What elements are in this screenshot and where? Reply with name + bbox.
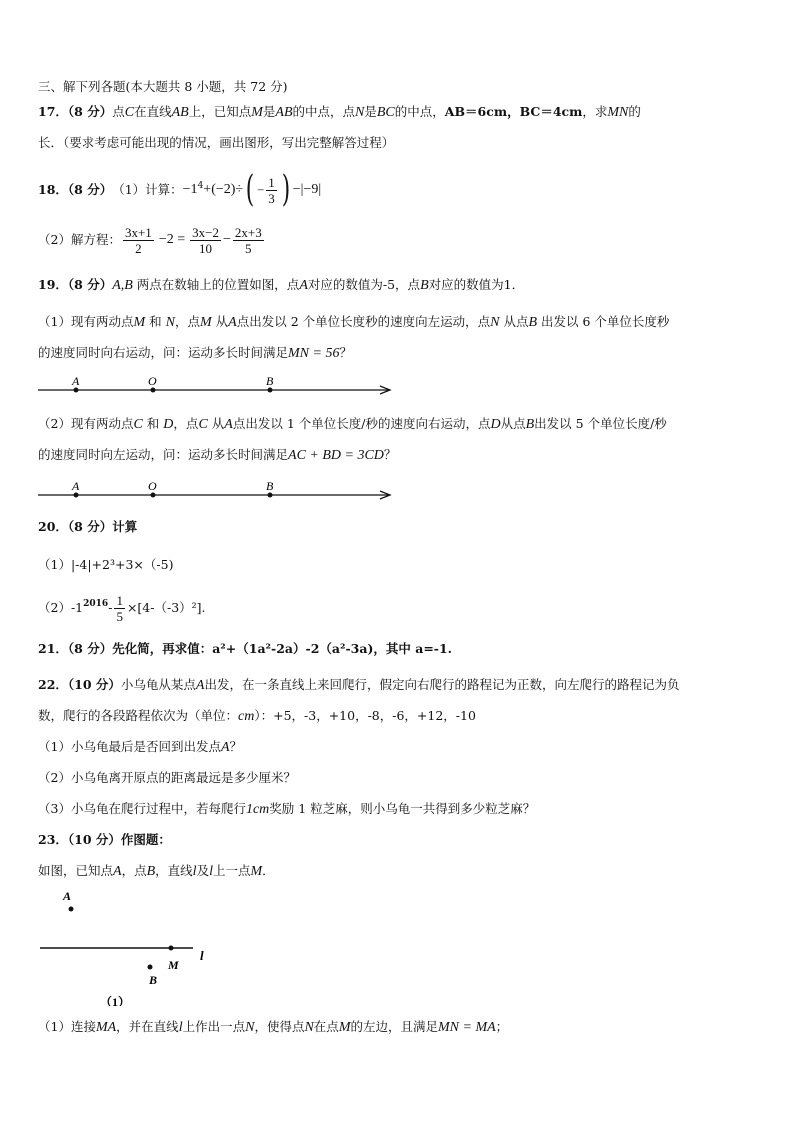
text: 和 [146,416,160,431]
var-N: N [490,315,500,330]
var-B: B [525,417,535,432]
text: 从 [211,416,225,431]
text: 出发以 6 个单位长度秒 [541,314,670,329]
text: （1）连接 [38,1019,96,1034]
point-B [148,965,153,970]
var-M: M [133,315,146,330]
var-AB: A,B [112,278,133,293]
fig-caption: （1） [100,995,131,1006]
label-M: M [168,958,179,972]
given-values: AB＝6cm，BC＝4cm [444,104,583,119]
condition: MN = MA [438,1020,496,1035]
var-B: B [528,315,538,330]
eq-mid: −2 = [158,232,186,247]
var-N: N [304,1020,314,1035]
fraction [190,225,221,256]
q18-part2-label: （2）解方程： [38,232,121,247]
label-O: O [148,374,157,388]
expr-b: +(−2)÷ [203,182,244,197]
text: 在点 [313,1019,339,1034]
var-B: B [146,864,156,879]
point-O [151,388,156,393]
text: ）：+5，-3，+10，-8，-6，+12，-10 [254,708,476,723]
exponent: 4 [197,181,204,191]
var-C: C [198,417,208,432]
label-B: B [266,479,274,493]
q20-title: 20．（8 分）计算 [38,519,138,534]
point-A [74,493,79,498]
var-MN: MN [607,105,629,120]
text: ，使得点 [254,1019,305,1034]
q19-intro [38,277,524,294]
text: 的速度同时向右运动，问：运动多长时间满足 [38,345,289,360]
text: ？ [339,345,352,360]
fraction [266,175,277,206]
text: ，点 [173,416,199,431]
text: ？ [229,739,243,754]
q22-part3 [38,801,535,818]
q21-line [38,641,452,657]
fraction [123,225,154,256]
q17-line1 [38,104,641,121]
var-M: M [199,315,212,330]
text: 从 [215,314,229,329]
denominator: 10 [199,240,213,256]
var-A: A [224,417,233,432]
label-A: A [72,374,80,388]
condition: AC + BD = 3CD [288,448,384,463]
var-A: A [220,740,230,755]
unit: 1cm [245,802,270,817]
var-AB: AB [171,105,189,120]
text: 的速度同时向左运动，问：运动多长时间满足 [38,447,289,462]
q18-part1-label: （1）计算： [112,182,183,197]
label-l: l [200,948,204,963]
text: 上一点 [212,863,251,878]
text: ，并在直线 [116,1019,179,1034]
text: ，点 [121,863,147,878]
point-B [268,388,273,393]
var-l: l [178,1020,183,1035]
text: 是 [364,104,377,119]
text: 小乌龟从某点 [120,677,196,692]
point-A [74,388,79,393]
eq-minus: − [222,232,231,247]
text: 从点 [503,314,529,329]
text: （2）-1 [38,600,84,615]
q22-number: 22．（10 分） [38,677,121,692]
number-line-1 [38,374,398,402]
frac-sign: − [257,183,265,197]
var-BC: BC [376,105,395,120]
var-A: A [228,315,237,330]
q20-part2 [38,590,206,626]
fraction [233,225,264,256]
q19-p2-line2 [38,447,396,464]
text: 点出发以 2 个单位长度秒的速度向左运动，点 [236,314,491,329]
text: ，求 [582,104,608,119]
q22-line2 [38,708,476,725]
numerator: 3x−2 [192,224,219,240]
q23-intro [38,863,275,880]
text: 的 [628,104,641,119]
text: ，直线 [155,863,193,878]
text: （2）现有两动点 [38,416,134,431]
point-M [169,946,174,951]
var-A: A [113,864,122,879]
text: 对应的数值为1． [428,277,525,292]
q18-part1 [38,169,322,210]
text: 点出发以 1 个单位长度/秒的速度向右运动，点 [232,416,491,431]
numerator: 1 [268,174,275,190]
text: ？ [383,447,397,462]
text: 上作出一点 [182,1019,246,1034]
var-D: D [163,417,174,432]
q21-expr: a²+（1a²-2a）-2（a²-3a)，其中 a=-1. [212,641,453,656]
text: ； [495,1019,509,1034]
text: ，点 [174,314,200,329]
point-B [268,493,273,498]
text: 及 [196,863,210,878]
q19-p2-line1 [38,416,667,433]
text: 的中点， [394,104,445,119]
text: 数，爬行的各段路程依次为（单位： [38,708,239,723]
text: 奖励 1 粒芝麻，则小乌龟一共得到多少粒芝麻？ [269,801,536,816]
label-A: A [72,479,80,493]
numerator: 2x+3 [234,224,262,240]
q18-number: 18．（8 分） [38,182,113,197]
text: 如图，已知点 [38,863,114,878]
label-B: B [266,374,274,388]
expr-c: −|−9| [292,182,322,197]
var-N: N [245,1020,255,1035]
text: （1）现有两动点 [38,314,134,329]
text: 点 [112,104,125,119]
text: 是 [262,104,276,119]
section-header: 三、解下列各题(本大题共 8 小题，共 72 分) [38,79,288,94]
left-paren: ( [245,169,255,210]
q20-part1: （1）|-4|+2³+3×（-5) [38,557,174,572]
text: 从点 [500,416,526,431]
var-A: A [195,678,205,693]
q23-title: 23．（10 分）作图题： [38,832,171,847]
point-A [69,907,74,912]
var-MA: MA [95,1020,117,1035]
point-O [151,493,156,498]
denominator: 5 [245,240,252,256]
var-l: l [192,864,197,879]
var-M: M [338,1020,351,1035]
text: 两点在数轴上的位置如图，点 [136,277,300,292]
text: ． [262,863,275,878]
text: 的中点，点 [292,104,356,119]
text: （3）小乌龟在爬行过程中，若每爬行 [38,801,246,816]
var-C: C [124,105,135,120]
numerator: 3x+1 [124,224,152,240]
right-paren: ) [281,169,290,210]
var-A: A [299,278,308,293]
text: 在直线 [134,104,172,119]
fraction [114,593,125,624]
q18-part2 [38,222,266,258]
q23-figure [38,886,238,1006]
numerator: 1 [116,592,123,608]
q23-part1 [38,1019,508,1036]
var-l: l [209,864,213,879]
q19-p1-line1 [38,314,669,331]
var-N: N [355,105,365,120]
q17-number: 17．（8 分） [38,104,113,119]
expr-a: −1 [182,182,198,197]
text: 出发以 5 个单位长度/秒 [534,416,667,431]
condition: MN = 56 [288,346,340,361]
denominator: 5 [116,608,123,624]
var-C: C [133,417,143,432]
q22-line1 [38,677,680,694]
denominator: 2 [135,240,142,256]
exponent: 2016 [83,599,109,609]
var-B: B [420,278,429,293]
var-M: M [250,864,263,879]
q22-part2: （2）小乌龟离开原点的距离最远是多少厘米？ [38,770,296,785]
label-A: A [63,889,72,903]
var-N: N [165,315,175,330]
label-O: O [148,479,157,493]
text: ×[4-（-3）²]. [126,600,206,615]
text: 出发，在一条直线上来回爬行，假定向右爬行的路程记为正数，向左爬行的路程记为负 [204,677,680,692]
text: 对应的数值为-5，点 [307,277,421,292]
text: 和 [149,314,162,329]
text: - [108,600,113,615]
var-M: M [251,105,263,120]
unit: cm [238,709,255,724]
q21-number: 21．（8 分）先化简，再求值： [38,641,213,656]
text: 的左边，且满足 [350,1019,438,1034]
label-B: B [149,973,158,987]
number-line-2 [38,479,398,507]
q22-part1 [38,739,242,756]
q17-line2: 长．（要求考虑可能出现的情况，画出图形，写出完整解答过程） [38,135,395,150]
var-D: D [490,417,501,432]
q19-number: 19．（8 分） [38,277,113,292]
text: （1）小乌龟最后是否回到出发点 [38,739,221,754]
var-AB: AB [275,105,293,120]
denominator: 3 [268,190,275,206]
q19-p1-line2 [38,345,352,362]
text: 上，已知点 [188,104,252,119]
